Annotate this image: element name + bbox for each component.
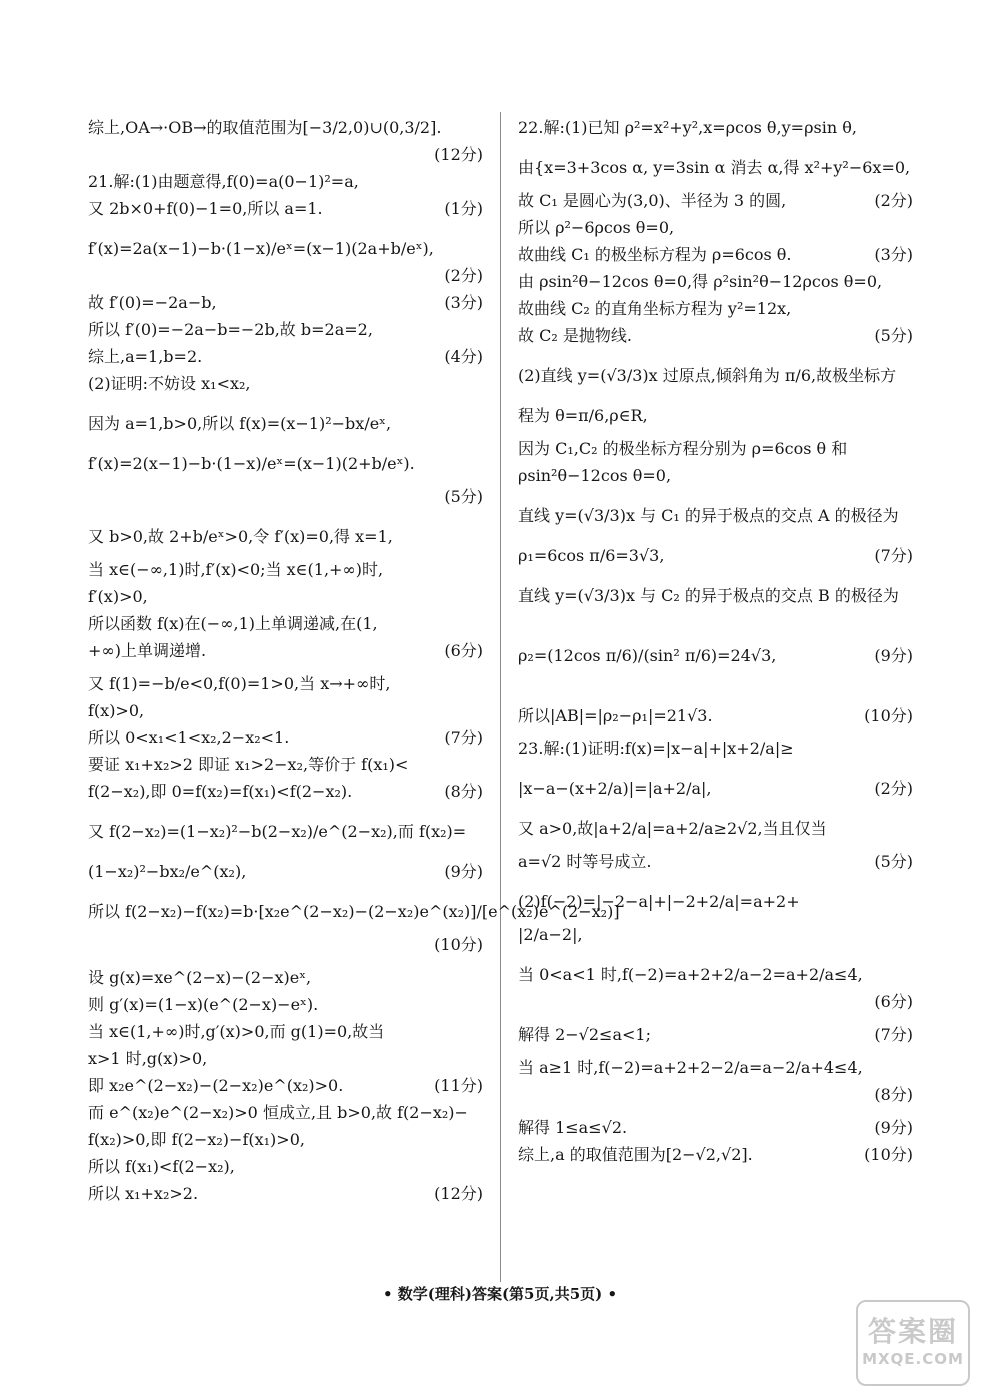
watermark-title: 答案圈 — [867, 1315, 958, 1348]
score-mark: (7分) — [874, 546, 913, 565]
solution-line: 解得 2−√2≤a<1; (7分) — [518, 1025, 913, 1044]
watermark-url: MXQE.COM — [862, 1350, 964, 1368]
solution-line: f′(x)=2(x−1)−b·(1−x)/eˣ=(x−1)(2+b/eˣ). — [88, 454, 415, 473]
solution-line: a=√2 时等号成立. (5分) — [518, 852, 913, 871]
solution-line: |x−a−(x+2/a)|=|a+2/a|, (2分) — [518, 779, 913, 798]
solution-line: 当 x∈(1,+∞)时,g′(x)>0,而 g(1)=0,故当 — [88, 1022, 385, 1041]
solution-line: 即 x₂e^(2−x₂)−(2−x₂)e^(x₂)>0. (11分) — [88, 1076, 483, 1095]
solution-line: 要证 x₁+x₂>2 即证 x₁>2−x₂,等价于 f(x₁)< — [88, 755, 409, 774]
solution-line: x>1 时,g(x)>0, — [88, 1049, 208, 1068]
score-mark: (10分) — [434, 935, 483, 954]
solution-line: ρ₂=(12cos π/6)/(sin² π/6)=24√3, (9分) — [518, 646, 913, 665]
score-mark: (3分) — [444, 293, 483, 312]
score-mark: (9分) — [874, 646, 913, 665]
solution-line: 所以 f′(0)=−2a−b=−2b,故 b=2a=2, — [88, 320, 373, 339]
solution-line: 故曲线 C₂ 的直角坐标方程为 y²=12x, — [518, 299, 792, 318]
solution-line: 当 0<a<1 时,f(−2)=a+2+2/a−2=a+2/a≤4, — [518, 965, 863, 984]
solution-line: 所以 f(2−x₂)−f(x₂)=b·[x₂e^(2−x₂)−(2−x₂)e^(x₂)]/[e^(x₂)e^(2−x₂)] — [88, 902, 620, 921]
solution-line: 故 f′(0)=−2a−b, (3分) — [88, 293, 483, 312]
solution-line: 所以 x₁+x₂>2. (12分) — [88, 1184, 483, 1203]
solution-line: |2/a−2|, — [518, 925, 583, 944]
solution-line: 解得 1≤a≤√2. (9分) — [518, 1118, 913, 1137]
solution-line — [88, 145, 483, 165]
solution-line — [518, 992, 913, 1012]
solution-line: 由{x=3+3cos α, y=3sin α 消去 α,得 x²+y²−6x=0, — [518, 158, 911, 177]
score-mark: (12分) — [434, 1184, 483, 1203]
score-mark: (12分) — [434, 145, 483, 164]
score-mark: (1分) — [444, 199, 483, 218]
solution-line: 因为 C₁,C₂ 的极坐标方程分别为 ρ=6cos θ 和 — [518, 439, 848, 458]
solution-line — [88, 935, 483, 955]
solution-line: 故 C₁ 是圆心为(3,0)、半径为 3 的圆, (2分) — [518, 191, 913, 210]
right-column — [518, 118, 913, 1165]
solution-line: 又 b>0,故 2+b/eˣ>0,令 f′(x)=0,得 x=1, — [88, 527, 393, 546]
score-mark: (4分) — [444, 347, 483, 366]
solution-line: 21.解:(1)由题意得,f(0)=a(0−1)²=a, — [88, 172, 359, 191]
solution-line: 又 f(1)=−b/e<0,f(0)=1>0,当 x→+∞时, — [88, 674, 391, 693]
solution-line: 又 a>0,故|a+2/a|=a+2/a≥2√2,当且仅当 — [518, 819, 827, 838]
score-mark: (11分) — [434, 1076, 483, 1095]
solution-line: (2)直线 y=(√3/3)x 过原点,倾斜角为 π/6,故极坐标方 — [518, 366, 897, 385]
solution-line: 设 g(x)=xe^(2−x)−(2−x)eˣ, — [88, 968, 312, 987]
solution-line: f′(x)>0, — [88, 587, 148, 606]
score-mark: (7分) — [444, 728, 483, 747]
score-mark: (10分) — [864, 706, 913, 725]
solution-line: 22.解:(1)已知 ρ²=x²+y²,x=ρcos θ,y=ρsin θ, — [518, 118, 857, 137]
score-mark: (9分) — [444, 862, 483, 881]
solution-line: +∞)上单调递增. (6分) — [88, 641, 483, 660]
score-mark: (5分) — [444, 487, 483, 506]
solution-line: 综上,a=1,b=2. (4分) — [88, 347, 483, 366]
solution-line: 由 ρsin²θ−12cos θ=0,得 ρ²sin²θ−12ρcos θ=0, — [518, 272, 883, 291]
solution-line — [88, 487, 483, 507]
page-footer: • 数学(理科)答案(第5页,共5页) • — [382, 1285, 618, 1303]
solution-line: 当 x∈(−∞,1)时,f′(x)<0;当 x∈(1,+∞)时, — [88, 560, 384, 579]
score-mark: (2分) — [874, 779, 913, 798]
score-mark: (6分) — [444, 641, 483, 660]
solution-line: 故 C₂ 是抛物线. (5分) — [518, 326, 913, 345]
solution-line: f(2−x₂),即 0=f(x₂)=f(x₁)<f(2−x₂). (8分) — [88, 782, 483, 801]
solution-line: f(x)>0, — [88, 701, 145, 720]
solution-line: (2)f(−2)=|−2−a|+|−2+2/a|=a+2+ — [518, 892, 800, 911]
solution-line: 所以 0<x₁<1<x₂,2−x₂<1. (7分) — [88, 728, 483, 747]
solution-line: ρsin²θ−12cos θ=0, — [518, 466, 672, 485]
solution-line: f(x₂)>0,即 f(2−x₂)−f(x₁)>0, — [88, 1130, 305, 1149]
solution-line: (1−x₂)²−bx₂/e^(x₂), (9分) — [88, 862, 483, 881]
solution-line: 所以函数 f(x)在(−∞,1)上单调递减,在(1, — [88, 614, 378, 633]
solution-line: 所以 f(x₁)<f(2−x₂), — [88, 1157, 235, 1176]
solution-line: 故曲线 C₁ 的极坐标方程为 ρ=6cos θ. (3分) — [518, 245, 913, 264]
score-mark: (5分) — [874, 852, 913, 871]
solution-line: 综上,OA→·OB→的取值范围为[−3/2,0)∪(0,3/2]. — [88, 118, 442, 137]
solution-line: 因为 a=1,b>0,所以 f(x)=(x−1)²−bx/eˣ, — [88, 414, 392, 433]
solution-line: ρ₁=6cos π/6=3√3, (7分) — [518, 546, 913, 565]
solution-line: 而 e^(x₂)e^(2−x₂)>0 恒成立,且 b>0,故 f(2−x₂)− — [88, 1103, 468, 1122]
solution-line: 23.解:(1)证明:f(x)=|x−a|+|x+2/a|≥ — [518, 739, 794, 758]
solution-line — [88, 266, 483, 286]
score-mark: (2分) — [874, 191, 913, 210]
score-mark: (8分) — [874, 1085, 913, 1104]
solution-line: 所以 ρ²−6ρcos θ=0, — [518, 218, 675, 237]
solution-line: (2)证明:不妨设 x₁<x₂, — [88, 374, 251, 393]
score-mark: (2分) — [444, 266, 483, 285]
solution-line: 所以|AB|=|ρ₂−ρ₁|=21√3. (10分) — [518, 706, 913, 725]
solution-line: 综上,a 的取值范围为[2−√2,√2]. (10分) — [518, 1145, 913, 1164]
score-mark: (5分) — [874, 326, 913, 345]
score-mark: (10分) — [864, 1145, 913, 1164]
watermark-logo — [856, 1300, 970, 1386]
solution-line: 程为 θ=π/6,ρ∈R, — [518, 406, 648, 425]
solution-line: 又 2b×0+f(0)−1=0,所以 a=1. (1分) — [88, 199, 483, 218]
score-mark: (6分) — [874, 992, 913, 1011]
score-mark: (8分) — [444, 782, 483, 801]
solution-line: 又 f(2−x₂)=(1−x₂)²−b(2−x₂)/e^(2−x₂),而 f(x₂)= — [88, 822, 467, 841]
solution-line: 直线 y=(√3/3)x 与 C₂ 的异于极点的交点 B 的极径为 — [518, 586, 899, 605]
score-mark: (3分) — [874, 245, 913, 264]
column-divider — [500, 112, 501, 1282]
score-mark: (7分) — [874, 1025, 913, 1044]
solution-line: 则 g′(x)=(1−x)(e^(2−x)−eˣ). — [88, 995, 319, 1014]
score-mark: (9分) — [874, 1118, 913, 1137]
solution-line: f′(x)=2a(x−1)−b·(1−x)/eˣ=(x−1)(2a+b/eˣ), — [88, 239, 434, 258]
solution-line — [518, 1085, 913, 1105]
solution-line: 当 a≥1 时,f(−2)=a+2+2−2/a=a−2/a+4≤4, — [518, 1058, 863, 1077]
solution-line: 直线 y=(√3/3)x 与 C₁ 的异于极点的交点 A 的极径为 — [518, 506, 899, 525]
